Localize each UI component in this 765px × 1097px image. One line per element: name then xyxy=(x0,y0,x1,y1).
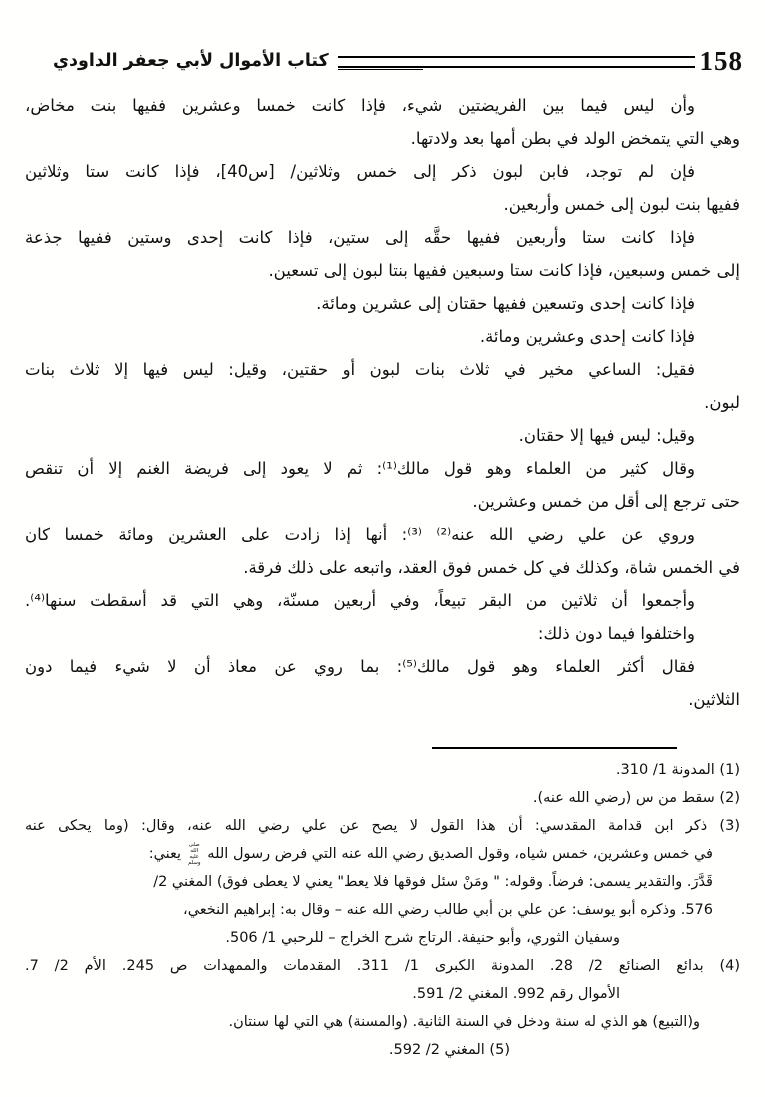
body-line xyxy=(25,155,740,188)
text-run: الثلاثين. xyxy=(688,690,740,709)
text-run: واختلفوا فيما دون ذلك: xyxy=(537,624,695,643)
body-line xyxy=(25,452,740,485)
body-line xyxy=(25,320,740,353)
text-run: (3) ذكر ابن قدامة المقدسي: أن هذا القول لا يصح عن علي رضي الله عنه، وقال: (وما يحكى عنه xyxy=(25,818,740,834)
footnote-line xyxy=(25,784,740,812)
footnote-line xyxy=(25,1008,740,1036)
body-line xyxy=(25,551,740,584)
text-run: في خمس وعشرين، خمس شياه، وقول الصديق رضي الله عنه التي فرض رسول الله xyxy=(202,846,713,862)
body-line xyxy=(25,683,740,716)
body-line xyxy=(25,617,740,650)
text-run: ففيها بنت لبون إلى خمس وأربعين. xyxy=(503,195,740,214)
body-line xyxy=(25,254,740,287)
text-run: فإذا كانت ستا وأربعين ففيها حقَّه إلى ستين، فإذا كانت إحدى وستين ففيها جذعة xyxy=(25,228,695,247)
footnote-separator xyxy=(432,747,677,749)
text-run: إلى خمس وسبعين، فإذا كانت ستا وسبعين ففيها بنتا لبون إلى تسعين. xyxy=(268,261,740,280)
footnote-line xyxy=(25,756,740,784)
text-run: (1) المدونة 1/ 310. xyxy=(615,762,740,778)
body-text xyxy=(25,89,740,716)
text-run: وروي عن علي رضي الله عنه⁽²⁾ ⁽³⁾: أنها إذا زادت على العشرين ومائة خمسا كان xyxy=(25,525,695,544)
text-run: وقيل: ليس فيها إلا حقتان. xyxy=(518,426,695,445)
text-run: وقال كثير من العلماء وهو قول مالك⁽¹⁾: ثم لا يعود إلى فريضة الغنم إلا أن تنقص xyxy=(25,459,695,478)
book-title: كتاب الأموال لأبي جعفر الداودي xyxy=(53,51,329,71)
text-run: فقيل: الساعي مخير في ثلاث بنات لبون أو حقتين، وقيل: ليس فيها إلا ثلاث بنات xyxy=(25,360,695,379)
footnote-line xyxy=(25,868,740,896)
footnote-line xyxy=(25,924,740,952)
body-line xyxy=(25,188,740,221)
text-run: فقال أكثر العلماء وهو قول مالك⁽⁵⁾: بما روي عن معاذ أن لا شيء فيما دون xyxy=(25,657,695,676)
text-run: وأن ليس فيما بين الفريضتين شيء، فإذا كانت خمسا وعشرين ففيها بنت مخاض، xyxy=(25,96,695,115)
page-header xyxy=(20,44,743,78)
text-run: فإذا كانت إحدى وتسعين ففيها حقتان إلى عشرين ومائة. xyxy=(316,294,695,313)
body-line xyxy=(25,419,740,452)
body-line xyxy=(25,485,740,518)
body-line xyxy=(25,650,740,683)
text-run: وسفيان الثوري، وأبو حنيفة. الرتاج شرح الخراج – للرحبي 1/ 506. xyxy=(225,930,620,946)
body-line xyxy=(25,287,740,320)
text-run: حتى ترجع إلى أقل من خمس وعشرين. xyxy=(472,492,740,511)
footnote-line xyxy=(25,812,740,840)
page-number: 158 xyxy=(699,45,743,76)
body-line xyxy=(25,353,740,386)
body-line xyxy=(25,518,740,551)
pbuh-symbol: صلى الله عليه وسلم xyxy=(187,841,201,867)
text-run: فإذا كانت إحدى وعشرين ومائة. xyxy=(479,327,695,346)
text-run: لبون. xyxy=(704,393,740,412)
footnotes xyxy=(25,756,740,1064)
text-run: و(التبيع) هو الذي له سنة ودخل في السنة الثانية. (والمسنة) هي التي لها سنتان. xyxy=(228,1014,700,1030)
body-line xyxy=(25,584,740,617)
text-run: الأموال رقم 992. المغني 2/ 591. xyxy=(412,986,620,1002)
text-run: (4) بدائع الصنائع 2/ 28. المدونة الكبرى 1/ 311. المقدمات والممهدات ص 245. الأم 2/ 7. xyxy=(25,958,741,974)
text-run: (2) سقط من س (رضي الله عنه). xyxy=(532,790,740,806)
text-run: يعني: xyxy=(148,846,186,862)
footnote-line xyxy=(25,896,740,924)
body-line xyxy=(25,89,740,122)
text-run: وهي التي يتمخض الولد في بطن أمها بعد ولادتها. xyxy=(410,129,740,148)
text-run: وأجمعوا أن ثلاثين من البقر تبيعاً، وفي أربعين مسنّة، وهي التي قد أسقطت سنها⁽⁴⁾. xyxy=(25,591,695,610)
footnote-line xyxy=(25,980,740,1008)
text-run: فإن لم توجد، فابن لبون ذكر إلى خمس وثلاثين/ [س40]، فإذا كانت ستا وثلاثين xyxy=(25,162,695,181)
body-line xyxy=(25,122,740,155)
footnote-line xyxy=(25,840,740,868)
text-run: 576. وذكره أبو يوسف: عن علي بن أبي طالب رضي الله عنه – وقال به: إبراهيم النخعي، xyxy=(183,902,713,918)
text-run: قَدَّرَ. والتقدير يسمى: فرضاً. وقوله: " ومَنْ سئل فوقها فلا يعط" يعني لا يعطى فوق) المغني 2/ xyxy=(153,874,713,890)
footnote-line xyxy=(25,1036,740,1064)
text-run: (5) المغني 2/ 592. xyxy=(388,1042,510,1058)
body-line xyxy=(25,386,740,419)
text-run: في الخمس شاة، وكذلك في كل خمس فوق العقد، واتبعه على ذلك فرقة. xyxy=(243,558,740,577)
footnote-line xyxy=(25,952,740,980)
body-line xyxy=(25,221,740,254)
header-rule xyxy=(338,56,695,68)
